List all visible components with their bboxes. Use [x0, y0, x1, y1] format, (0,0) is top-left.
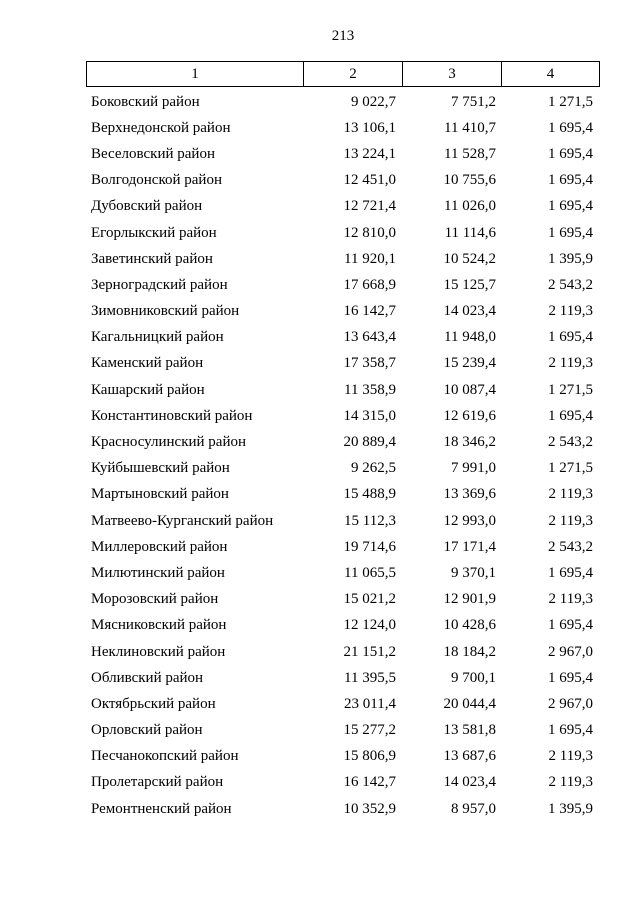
column-4-value: 1 695,4 [548, 407, 593, 424]
table-row [86, 587, 600, 613]
column-3-value: 14 023,4 [443, 774, 496, 791]
column-3-value: 11 948,0 [444, 329, 496, 346]
table-row [86, 325, 600, 351]
column-2-value: 19 714,6 [343, 538, 396, 555]
column-2-value: 15 806,9 [343, 748, 396, 765]
column-2-value: 23 011,4 [344, 695, 396, 712]
column-3-value: 13 581,8 [443, 722, 496, 739]
column-header-4: 4 [546, 65, 555, 82]
column-4-value: 1 271,5 [548, 381, 593, 398]
table-row [86, 744, 600, 770]
district-name: Верхнедонской район [91, 119, 231, 136]
column-3-value: 11 410,7 [444, 119, 496, 136]
column-2-value: 11 920,1 [344, 250, 396, 267]
column-4-value: 1 695,4 [548, 669, 593, 686]
district-name: Мясниковский район [91, 617, 227, 634]
column-3-value: 9 370,1 [451, 564, 496, 581]
district-name: Матвеево-Курганский район [91, 512, 274, 529]
column-4-value: 2 543,2 [548, 538, 593, 555]
column-2-value: 21 151,2 [343, 643, 396, 660]
district-name: Пролетарский район [91, 774, 224, 791]
column-3-value: 8 957,0 [451, 800, 496, 817]
column-4-value: 2 967,0 [548, 695, 593, 712]
column-3-value: 12 993,0 [443, 512, 496, 529]
page-number: 213 [331, 28, 355, 44]
table-row [86, 613, 600, 639]
column-3-value: 10 524,2 [443, 250, 496, 267]
table-row [86, 377, 600, 403]
table-row [86, 718, 600, 744]
table-row [86, 508, 600, 534]
column-3-value: 10 087,4 [443, 381, 496, 398]
column-3-value: 7 991,0 [451, 460, 496, 477]
column-3-value: 18 346,2 [443, 434, 496, 451]
column-4-value: 2 119,3 [548, 486, 593, 503]
district-name: Каменский район [91, 355, 204, 372]
column-4-value: 1 695,4 [548, 617, 593, 634]
table-row [86, 456, 600, 482]
table-body [86, 89, 600, 822]
column-2-value: 11 395,5 [344, 669, 396, 686]
district-name: Веселовский район [91, 145, 215, 162]
district-name: Волгодонской район [91, 172, 222, 189]
column-3-value: 18 184,2 [443, 643, 496, 660]
column-4-value: 2 543,2 [548, 434, 593, 451]
column-3-value: 17 171,4 [443, 538, 496, 555]
column-4-value: 2 119,3 [548, 512, 593, 529]
table-row [86, 299, 600, 325]
column-2-value: 15 112,3 [344, 512, 396, 529]
column-4-value: 1 695,4 [548, 198, 593, 215]
district-name: Мартыновский район [91, 486, 229, 503]
column-2-value: 13 224,1 [343, 145, 396, 162]
column-3-value: 13 369,6 [443, 486, 496, 503]
district-name: Куйбышевский район [91, 460, 230, 477]
table-row [86, 220, 600, 246]
column-3-value: 12 901,9 [443, 591, 496, 608]
column-3-value: 10 755,6 [443, 172, 496, 189]
column-2-value: 9 262,5 [351, 460, 396, 477]
district-name: Ремонтненский район [91, 800, 232, 817]
district-name: Дубовский район [91, 198, 203, 215]
table-row [86, 770, 600, 796]
district-name: Кагальницкий район [91, 329, 224, 346]
column-4-value: 1 695,4 [548, 224, 593, 241]
column-3-value: 15 125,7 [443, 276, 496, 293]
column-2-value: 20 889,4 [343, 434, 396, 451]
column-2-value: 15 277,2 [343, 722, 396, 739]
district-name: Зимовниковский район [91, 303, 240, 320]
column-4-value: 2 119,3 [548, 774, 593, 791]
district-name: Константиновский район [91, 407, 253, 424]
column-4-value: 1 695,4 [548, 564, 593, 581]
column-2-value: 16 142,7 [343, 774, 396, 791]
table-row [86, 194, 600, 220]
table-row [86, 639, 600, 665]
column-3-value: 11 114,6 [444, 224, 496, 241]
table-row [86, 665, 600, 691]
column-2-value: 16 142,7 [343, 303, 396, 320]
table-row [86, 534, 600, 560]
district-name: Егорлыкский район [91, 224, 217, 241]
column-3-value: 15 239,4 [443, 355, 496, 372]
column-header-3: 3 [403, 62, 502, 86]
column-4-value: 2 119,3 [548, 748, 593, 765]
column-4-value: 2 543,2 [548, 276, 593, 293]
column-3-value: 14 023,4 [443, 303, 496, 320]
column-4-value: 1 695,4 [548, 172, 593, 189]
district-name: Миллеровский район [91, 538, 228, 555]
district-name: Неклиновский район [91, 643, 226, 660]
column-4-value: 1 695,4 [548, 722, 593, 739]
district-name: Заветинский район [91, 250, 213, 267]
column-4-value: 1 395,9 [548, 800, 593, 817]
column-3-value: 11 528,7 [444, 145, 496, 162]
column-3-value: 11 026,0 [444, 198, 496, 215]
table-row [86, 89, 600, 115]
column-4-value: 1 271,5 [548, 460, 593, 477]
column-2-value: 12 124,0 [343, 617, 396, 634]
table-row [86, 246, 600, 272]
table-row [86, 351, 600, 377]
column-2-value: 17 668,9 [343, 276, 396, 293]
table-row [86, 429, 600, 455]
column-4-value: 1 271,5 [548, 93, 593, 110]
district-name: Зерноградский район [91, 276, 228, 293]
column-2-value: 15 488,9 [343, 486, 396, 503]
table-row [86, 115, 600, 141]
table-row [86, 168, 600, 194]
table-row [86, 403, 600, 429]
table-row [86, 272, 600, 298]
district-name: Красносулинский район [91, 434, 247, 451]
column-2-value: 17 358,7 [343, 355, 396, 372]
column-2-value: 12 451,0 [343, 172, 396, 189]
column-2-value: 11 065,5 [344, 564, 396, 581]
column-2-value: 13 106,1 [343, 119, 396, 136]
table-row [86, 691, 600, 717]
column-2-value: 11 358,9 [344, 381, 396, 398]
column-2-value: 15 021,2 [343, 591, 396, 608]
column-4-value: 1 695,4 [548, 145, 593, 162]
column-3-value: 20 044,4 [443, 695, 496, 712]
column-4-value: 1 695,4 [548, 119, 593, 136]
column-header-1: 1 [87, 62, 304, 86]
column-3-value: 10 428,6 [443, 617, 496, 634]
column-2-value: 14 315,0 [343, 407, 396, 424]
table-row [86, 560, 600, 586]
column-4-value: 2 967,0 [548, 643, 593, 660]
column-4-value: 2 119,3 [548, 591, 593, 608]
column-3-value: 12 619,6 [443, 407, 496, 424]
column-4-value: 1 695,4 [548, 329, 593, 346]
district-name: Морозовский район [91, 591, 219, 608]
district-name: Кашарский район [91, 381, 205, 398]
column-2-value: 12 721,4 [343, 198, 396, 215]
district-name: Обливский район [91, 669, 204, 686]
district-name: Орловский район [91, 722, 203, 739]
table-header [86, 61, 600, 87]
column-2-value: 10 352,9 [343, 800, 396, 817]
column-4-value: 2 119,3 [548, 303, 593, 320]
column-4-value: 2 119,3 [548, 355, 593, 372]
column-3-value: 13 687,6 [443, 748, 496, 765]
district-name: Октябрьский район [91, 695, 216, 712]
column-2-value: 9 022,7 [351, 93, 396, 110]
column-header-2: 2 [304, 62, 403, 86]
district-name: Боковский район [91, 93, 200, 110]
column-2-value: 12 810,0 [343, 224, 396, 241]
table-row [86, 141, 600, 167]
column-3-value: 9 700,1 [451, 669, 496, 686]
table-row [86, 482, 600, 508]
district-name: Песчанокопский район [91, 748, 239, 765]
column-3-value: 7 751,2 [451, 93, 496, 110]
column-4-value: 1 395,9 [548, 250, 593, 267]
column-2-value: 13 643,4 [343, 329, 396, 346]
table-row [86, 796, 600, 822]
district-name: Милютинский район [91, 564, 225, 581]
